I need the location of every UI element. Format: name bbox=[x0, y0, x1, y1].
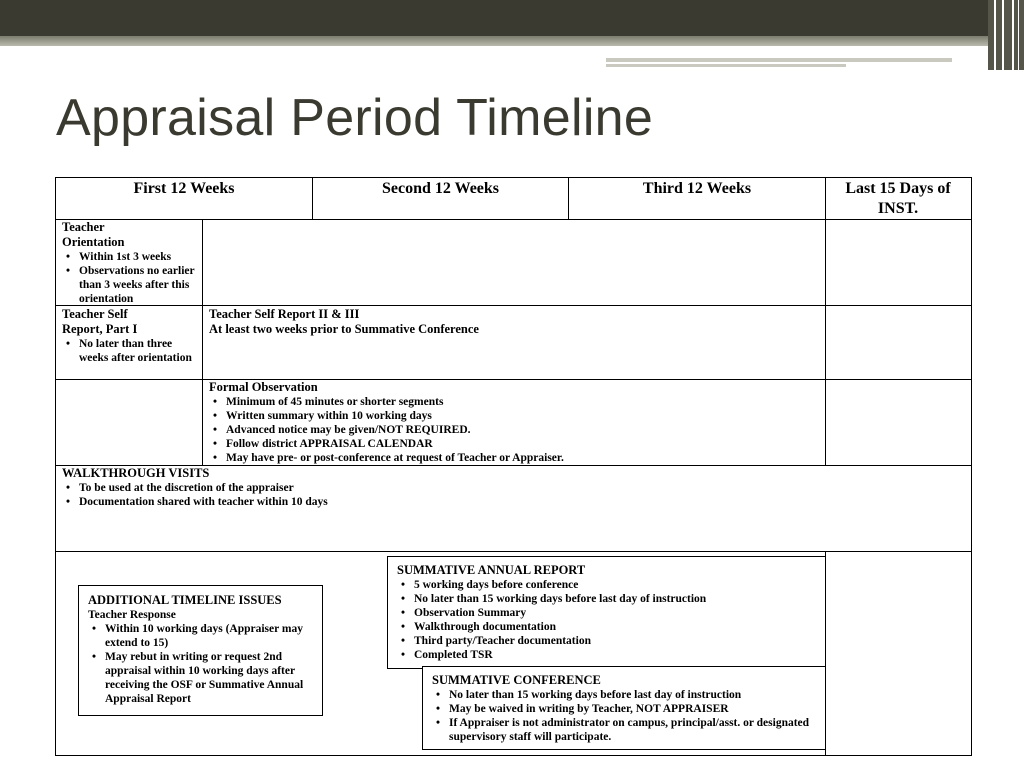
summative-annual-report-box bbox=[387, 556, 826, 669]
list-item: • If Appraiser is not administrator on campus, principal/asst. or designated supervisory staff will participate. bbox=[432, 716, 817, 744]
list-item: • May be waived in writing by Teacher, NOT APPRAISER bbox=[432, 702, 817, 716]
self-report-2-3-subtitle: At least two weeks prior to Summative Conference bbox=[209, 322, 479, 336]
header-third-12-weeks: Third 12 Weeks bbox=[642, 180, 752, 197]
teacher-orientation-cell bbox=[62, 220, 198, 306]
summative-conference-box bbox=[422, 666, 826, 750]
header-gradient-bar bbox=[0, 36, 1024, 46]
header-second-12-weeks: Second 12 Weeks bbox=[381, 180, 500, 197]
list-item: • Completed TSR bbox=[397, 648, 817, 662]
list-item: • Written summary within 10 working days bbox=[209, 409, 809, 423]
list-item: • To be used at the discretion of the appraiser bbox=[62, 481, 662, 495]
summative-conference-title: SUMMATIVE CONFERENCE bbox=[432, 673, 601, 687]
teacher-self-report-label-1: Teacher Self bbox=[62, 307, 128, 321]
list-item: • No later than three weeks after orientation bbox=[62, 337, 198, 365]
list-item: • Advanced notice may be given/NOT REQUIRED. bbox=[209, 423, 809, 437]
additional-timeline-issues-box bbox=[78, 585, 323, 716]
formal-observation-title: Formal Observation bbox=[209, 380, 318, 394]
list-item: • May have pre- or post-conference at request of Teacher or Appraiser. bbox=[209, 451, 809, 465]
list-item: • Within 10 working days (Appraiser may extend to 15) bbox=[88, 622, 314, 650]
list-item: • Documentation shared with teacher within 10 days bbox=[62, 495, 662, 509]
self-report-2-3-title: Teacher Self Report II & III bbox=[209, 307, 360, 321]
corner-line bbox=[994, 0, 996, 70]
corner-line bbox=[1018, 0, 1019, 70]
list-item: • Observation Summary bbox=[397, 606, 817, 620]
list-item: • Follow district APPRAISAL CALENDAR bbox=[209, 437, 809, 451]
list-item: • Third party/Teacher documentation bbox=[397, 634, 817, 648]
header-stripe bbox=[606, 64, 846, 67]
teacher-self-report-cell bbox=[62, 307, 198, 365]
list-item: • Within 1st 3 weeks bbox=[62, 250, 198, 264]
list-item: • No later than 15 working days before last day of instruction bbox=[432, 688, 817, 702]
list-item: • 5 working days before conference bbox=[397, 578, 817, 592]
teacher-self-report-label-2: Report, Part I bbox=[62, 322, 138, 336]
walkthrough-cell bbox=[62, 466, 662, 509]
teacher-orientation-label-2: Orientation bbox=[62, 235, 125, 249]
walkthrough-title: WALKTHROUGH VISITS bbox=[62, 466, 210, 480]
formal-observation-cell bbox=[209, 380, 809, 465]
teacher-orientation-label-1: Teacher bbox=[62, 220, 105, 234]
header-first-12-weeks: First 12 Weeks bbox=[133, 180, 235, 197]
list-item: • No later than 15 working days before last day of instruction bbox=[397, 592, 817, 606]
list-item: • Walkthrough documentation bbox=[397, 620, 817, 634]
list-item: • Minimum of 45 minutes or shorter segments bbox=[209, 395, 809, 409]
header-bar bbox=[0, 0, 1024, 36]
list-item: • Observations no earlier than 3 weeks after this orientation bbox=[62, 264, 198, 306]
header-stripe bbox=[606, 58, 952, 62]
header-last-15-days: Last 15 Days of INST. bbox=[845, 180, 951, 217]
additional-issues-title: ADDITIONAL TIMELINE ISSUES bbox=[88, 593, 282, 607]
summative-report-title: SUMMATIVE ANNUAL REPORT bbox=[397, 563, 586, 577]
additional-issues-subtitle: Teacher Response bbox=[88, 609, 176, 621]
list-item: • May rebut in writing or request 2nd appraisal within 10 working days after receiving the OSF or Summative Annual Appraisal Report bbox=[88, 650, 314, 706]
corner-line bbox=[1002, 0, 1004, 70]
corner-line bbox=[1012, 0, 1014, 70]
page-title: Appraisal Period Timeline bbox=[56, 89, 654, 147]
self-report-2-3-cell bbox=[209, 307, 809, 337]
